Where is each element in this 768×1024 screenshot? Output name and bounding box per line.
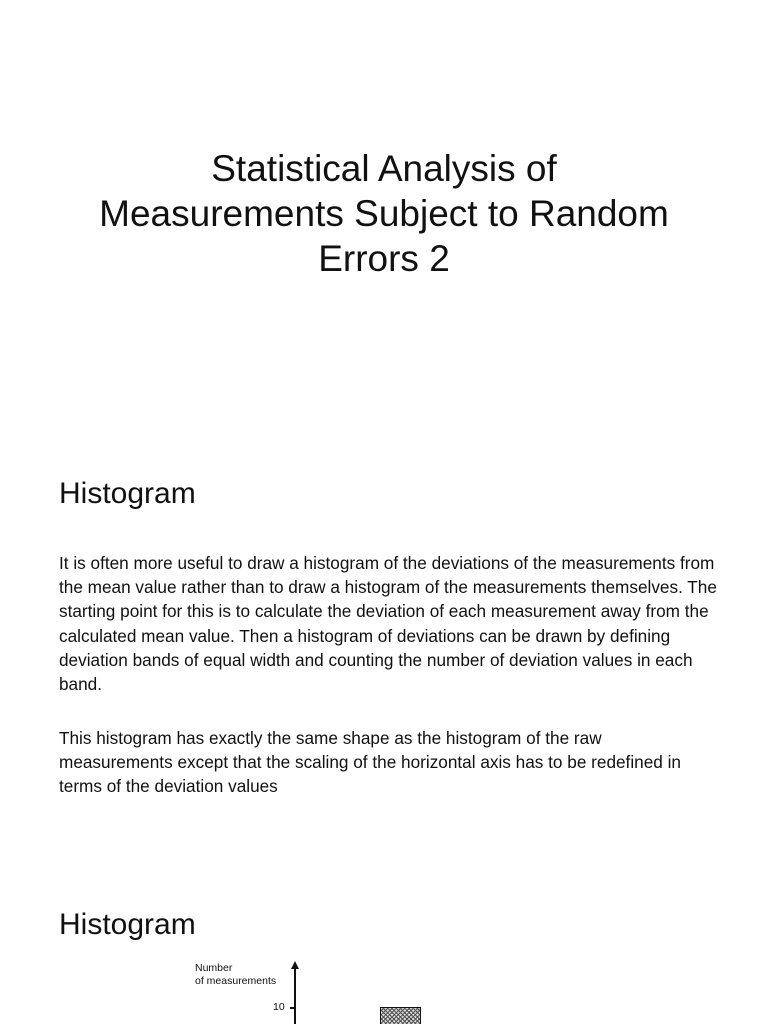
title-slide [0,0,768,420]
y-tick-label: 10 [273,1001,285,1013]
body-paragraph: This histogram has exactly the same shape as the histogram of the raw measurements except that the scaling of the horizontal axis has to be redefined in terms of the deviation values [59,728,681,797]
histogram-text-slide [0,420,768,840]
y-axis-line [294,967,296,1024]
histogram-figure [180,958,460,1024]
presentation-title: Statistical Analysis of Measurements Subject to Random Errors 2 [99,148,669,279]
histogram-figure-slide [0,840,768,1024]
body-paragraph: It is often more useful to draw a histogram of the deviations of the measurements from the mean value rather than to draw a histogram of the measurements themselves. The starting point for this is to calculate the deviation of each measurement away from the calculated mean value. Then a histogram of deviations can be drawn by defining deviation bands of equal width and counting the number of deviation values in each band. [59,553,717,695]
slide-heading: Histogram [59,477,196,510]
y-tick-mark [290,1007,295,1009]
histogram-bar [380,1007,421,1024]
y-axis-label: Number [195,962,233,974]
slide-heading: Histogram [59,908,196,941]
y-axis-label: of measurements [195,975,277,987]
